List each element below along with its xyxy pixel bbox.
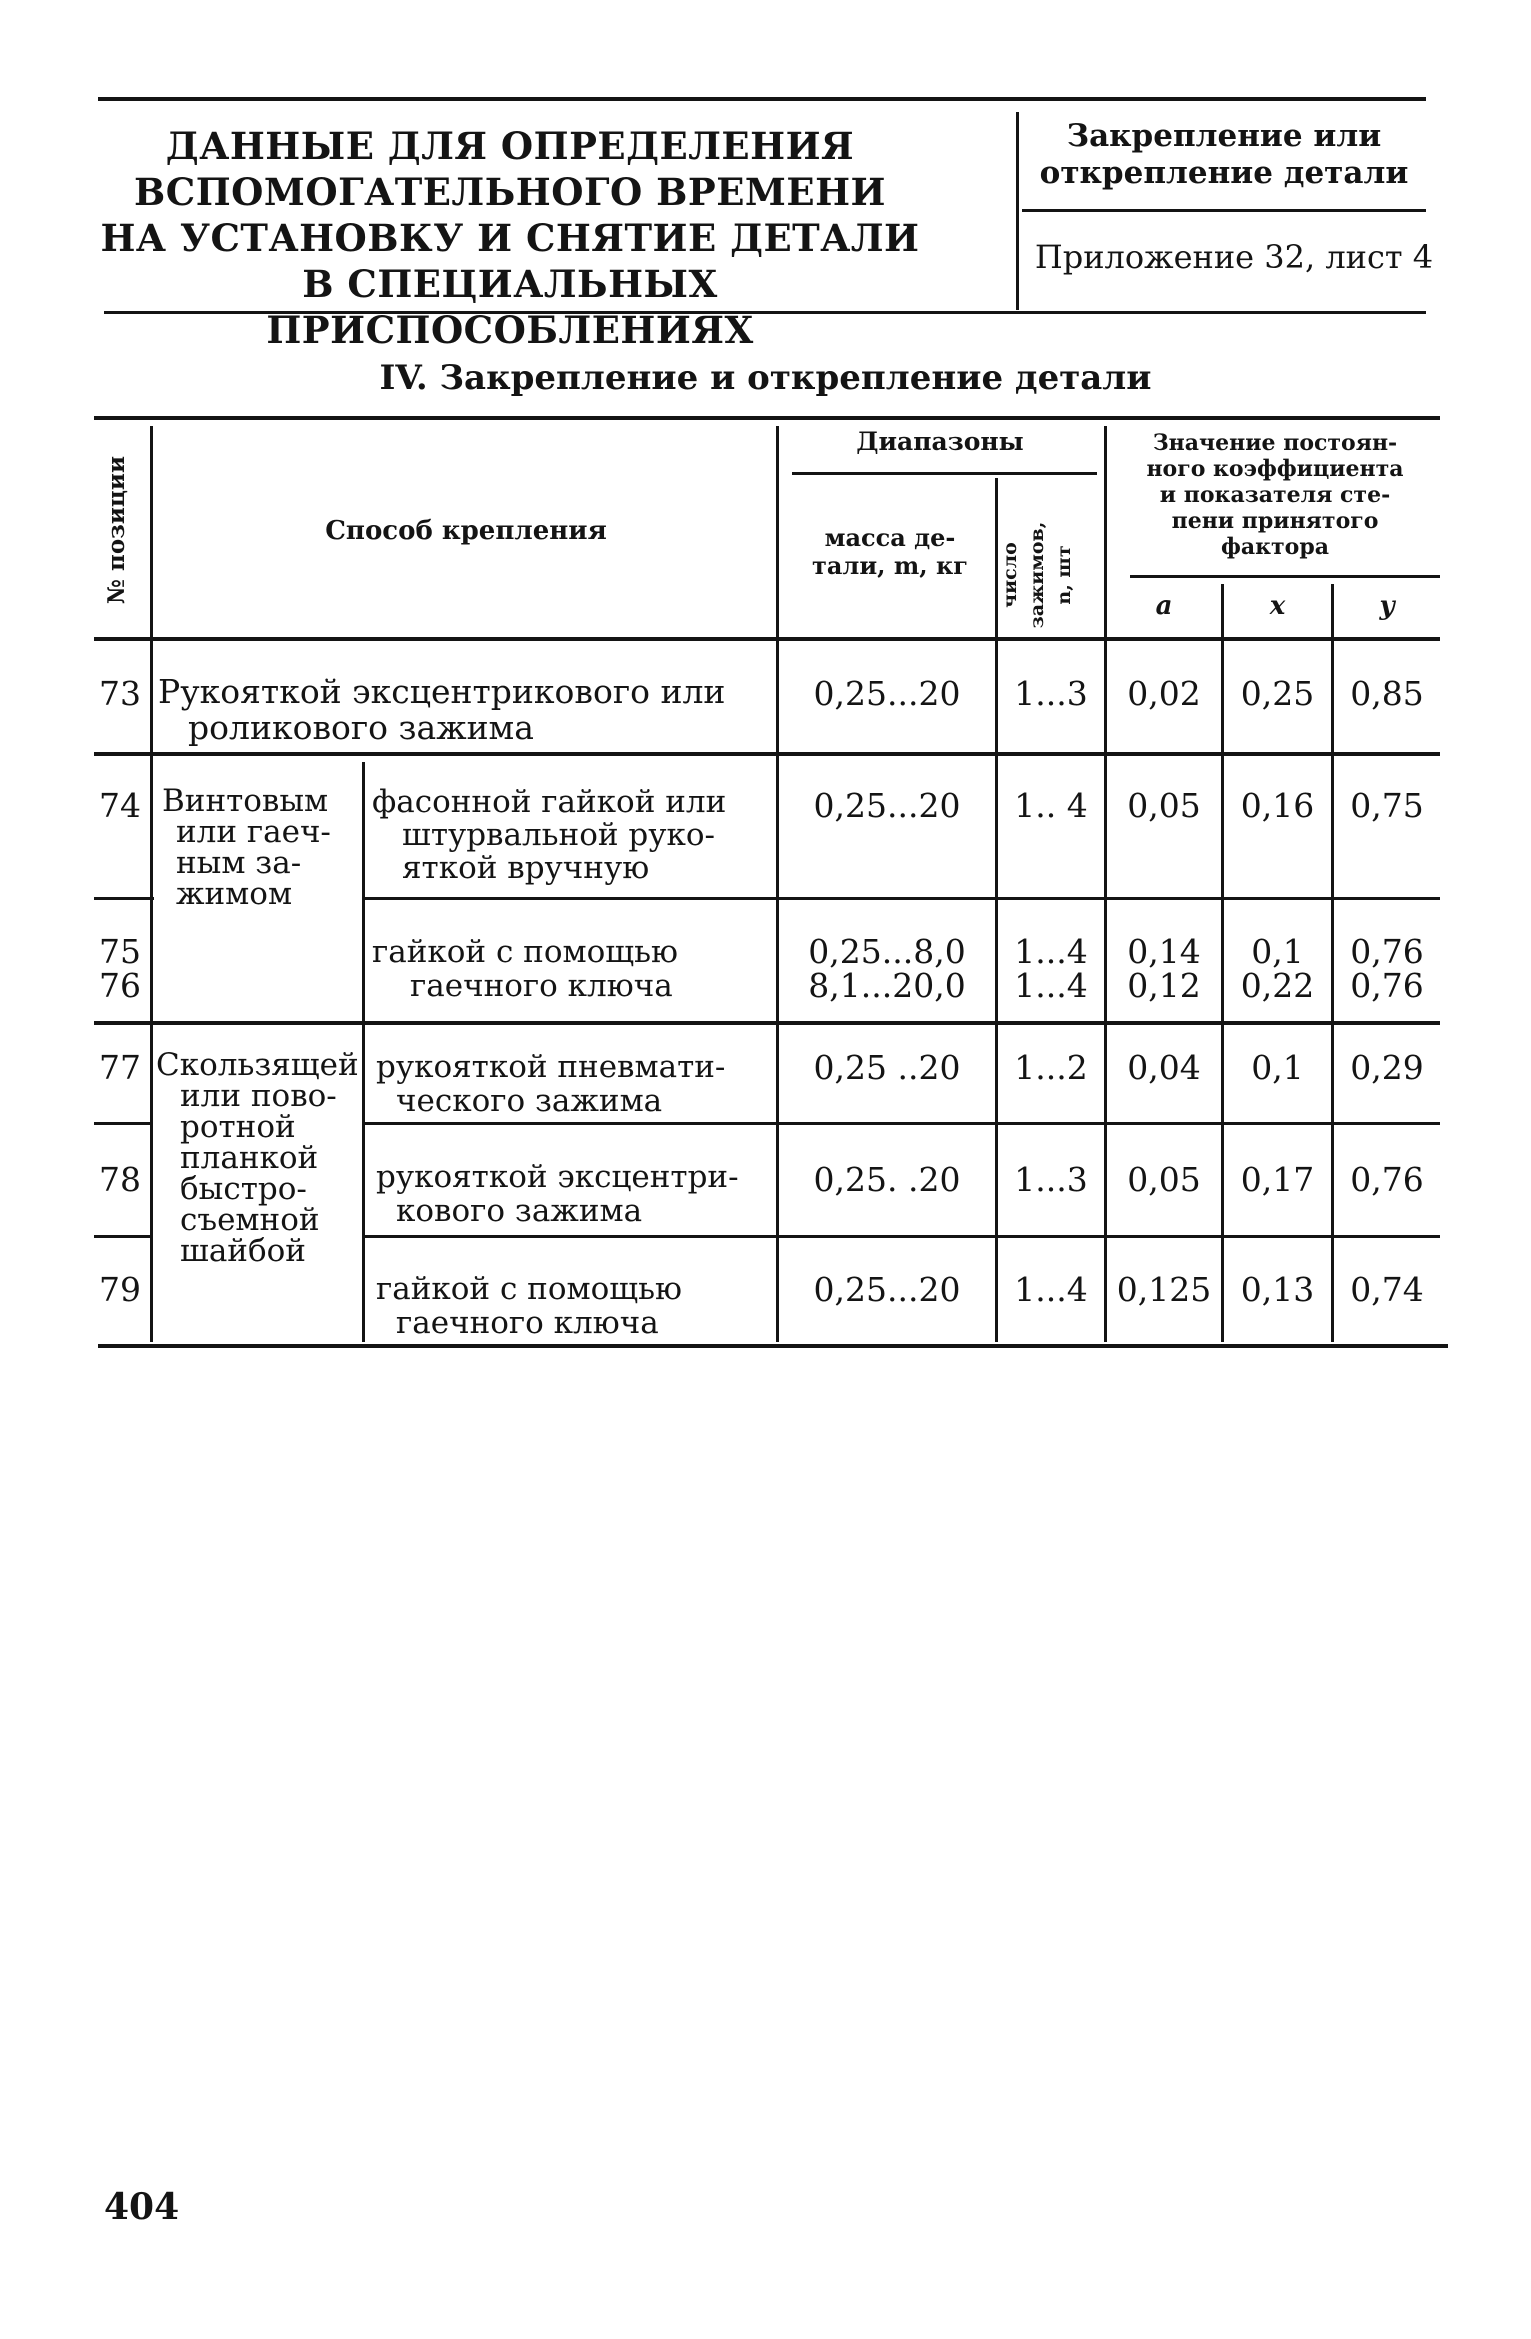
method-line: рукояткой эксцентри- <box>376 1159 739 1195</box>
coef-a: 0,04 <box>1127 1048 1201 1087</box>
coef-header-line: Значение постоян- <box>1152 430 1398 456</box>
topic-line: открепление детали <box>1039 155 1409 191</box>
header-top-rule <box>98 97 1426 101</box>
row-position: 74 <box>99 786 141 825</box>
ranges-header: Диапазоны <box>856 427 1024 456</box>
clamp-count: 1...3 <box>1014 674 1088 713</box>
mass-range: 8,1...20,0 <box>808 966 966 1005</box>
coef-y: 0,75 <box>1350 786 1424 825</box>
row-position: 77 <box>99 1048 141 1087</box>
row-position: 75 <box>99 932 141 971</box>
clamps-header-line: зажимов, <box>1026 521 1048 629</box>
coef-a: 0,02 <box>1127 674 1201 713</box>
page-number: 404 <box>104 2186 180 2228</box>
row-method <box>158 674 768 746</box>
header-divider <box>1016 112 1019 310</box>
coef-a: 0,05 <box>1127 1160 1201 1199</box>
header-topic <box>1028 118 1420 192</box>
method-line: рукояткой пневмати- <box>376 1049 726 1085</box>
title-line: ВСПОМОГАТЕЛЬНОГО ВРЕМЕНИ <box>134 170 886 214</box>
method-line: роликового зажима <box>188 708 534 747</box>
group-line: Скользящей <box>156 1047 359 1083</box>
coef-sub-rule <box>1130 575 1440 578</box>
table-header-bottom-rule <box>94 637 1440 641</box>
col-a-header: a <box>1155 591 1173 621</box>
section-title: IV. Закрепление и открепление детали <box>379 358 1152 398</box>
group-sliding-bar <box>156 1047 360 1269</box>
method-line: ческого зажима <box>396 1083 663 1119</box>
mass-range: 0,25...20 <box>813 1270 961 1309</box>
coef-x: 0,1 <box>1251 932 1304 971</box>
mass-header-line: масса де- <box>824 523 956 552</box>
row-rule-78-79 <box>362 1235 1440 1238</box>
method-header: Способ крепления <box>325 516 607 546</box>
row-position: 76 <box>99 966 141 1005</box>
clamp-count: 1...4 <box>1014 932 1088 971</box>
method-line: гаечного ключа <box>396 1305 659 1341</box>
group-line: ротной <box>180 1109 296 1145</box>
coef-x: 0,13 <box>1240 1270 1315 1309</box>
row-method <box>376 1272 772 1340</box>
col-rule-coef <box>1104 426 1107 1342</box>
clamp-count: 1...2 <box>1014 1048 1088 1087</box>
clamp-count: 1...4 <box>1014 966 1088 1005</box>
coef-header-line: фактора <box>1221 534 1329 560</box>
row-method <box>376 1160 772 1228</box>
ranges-sub-rule <box>792 472 1097 475</box>
method-line: яткой вручную <box>402 850 650 886</box>
group-line: или пово- <box>180 1078 337 1114</box>
col-rule-sub <box>362 762 365 1342</box>
coef-a: 0,05 <box>1127 786 1201 825</box>
coef-header-line: и показателя сте- <box>1159 482 1391 508</box>
mass-header <box>790 524 990 580</box>
group-line: Винтовым <box>162 783 329 819</box>
col-x-header: x <box>1269 591 1286 621</box>
method-line: фасонной гайкой или <box>372 784 727 820</box>
position-number-header: № позиции <box>103 455 130 605</box>
topic-line: Закрепление или <box>1066 118 1382 154</box>
clamp-count: 1.. 4 <box>1014 786 1088 825</box>
group-line: ным за- <box>176 845 302 881</box>
coef-x: 0,25 <box>1240 674 1315 713</box>
coef-a: 0,125 <box>1116 1270 1212 1309</box>
method-line: штурвальной руко- <box>402 817 715 853</box>
row-method <box>372 935 772 1003</box>
method-line: гаечного ключа <box>410 968 673 1004</box>
group-screw-clamp <box>162 783 360 912</box>
coef-header-line: ного коэффициента <box>1146 456 1404 482</box>
method-line: кового зажима <box>396 1193 643 1229</box>
row-rule-77-78 <box>94 1122 150 1125</box>
mass-range: 0,25...20 <box>813 786 961 825</box>
coef-x: 0,1 <box>1251 1048 1304 1087</box>
group-line: жимом <box>176 876 293 912</box>
row-rule <box>94 1021 1440 1025</box>
row-method <box>376 1050 772 1118</box>
coef-y: 0,76 <box>1350 932 1424 971</box>
col-rule-pos <box>150 426 153 1342</box>
mass-range: 0,25 ..20 <box>813 1048 961 1087</box>
group-line: быстро- <box>180 1171 307 1207</box>
col-y-header: y <box>1379 591 1395 621</box>
group-line: шайбой <box>180 1233 306 1269</box>
coef-a: 0,12 <box>1127 966 1201 1005</box>
group-line: съемной <box>180 1202 320 1238</box>
row-position: 79 <box>99 1270 141 1309</box>
row-position: 78 <box>99 1160 141 1199</box>
method-line: гайкой с помощью <box>376 1271 682 1307</box>
row-rule-78-79 <box>94 1235 150 1238</box>
mass-header-line: тали, m, кг <box>812 551 968 580</box>
document-title <box>100 123 920 353</box>
title-line: В СПЕЦИАЛЬНЫХ ПРИСПОСОБЛЕНИЯХ <box>266 262 754 352</box>
col-rule-mass <box>776 426 779 1342</box>
coef-header <box>1112 430 1438 560</box>
group-line: или гаеч- <box>176 814 331 850</box>
coef-header-line: пени принятого <box>1171 508 1379 534</box>
coef-x: 0,16 <box>1240 786 1315 825</box>
clamps-header-line: n, шт <box>1053 545 1075 605</box>
row-position: 73 <box>99 674 141 713</box>
row-rule <box>94 752 1440 756</box>
coef-y: 0,29 <box>1350 1048 1424 1087</box>
method-line: Рукояткой эксцентрикового или <box>158 672 726 711</box>
table-bottom-rule <box>98 1344 1448 1348</box>
table-top-rule <box>94 416 1440 420</box>
group-line: планкой <box>180 1140 319 1176</box>
mass-range: 0,25. .20 <box>813 1160 961 1199</box>
coef-x: 0,17 <box>1240 1160 1315 1199</box>
coef-y: 0,74 <box>1350 1270 1424 1309</box>
coef-a: 0,14 <box>1127 932 1201 971</box>
clamps-header <box>997 500 1083 650</box>
row-method <box>372 786 772 885</box>
row-rule-74-75 <box>362 897 1440 900</box>
clamp-count: 1...3 <box>1014 1160 1088 1199</box>
title-line: ДАННЫЕ ДЛЯ ОПРЕДЕЛЕНИЯ <box>165 124 855 168</box>
title-line: НА УСТАНОВКУ И СНЯТИЕ ДЕТАЛИ <box>100 216 920 260</box>
clamp-count: 1...4 <box>1014 1270 1088 1309</box>
row-rule-74-75 <box>94 897 154 900</box>
mass-range: 0,25...8,0 <box>808 932 966 971</box>
coef-y: 0,76 <box>1350 1160 1424 1199</box>
coef-x: 0,22 <box>1240 966 1315 1005</box>
coef-y: 0,85 <box>1350 674 1424 713</box>
clamps-header-line: число <box>999 542 1021 608</box>
method-line: гайкой с помощью <box>372 934 678 970</box>
header-right-rule <box>1022 209 1426 212</box>
coef-y: 0,76 <box>1350 966 1424 1005</box>
mass-range: 0,25...20 <box>813 674 961 713</box>
appendix-label: Приложение 32, лист 4 <box>1034 238 1434 276</box>
row-rule-77-78 <box>362 1122 1440 1125</box>
